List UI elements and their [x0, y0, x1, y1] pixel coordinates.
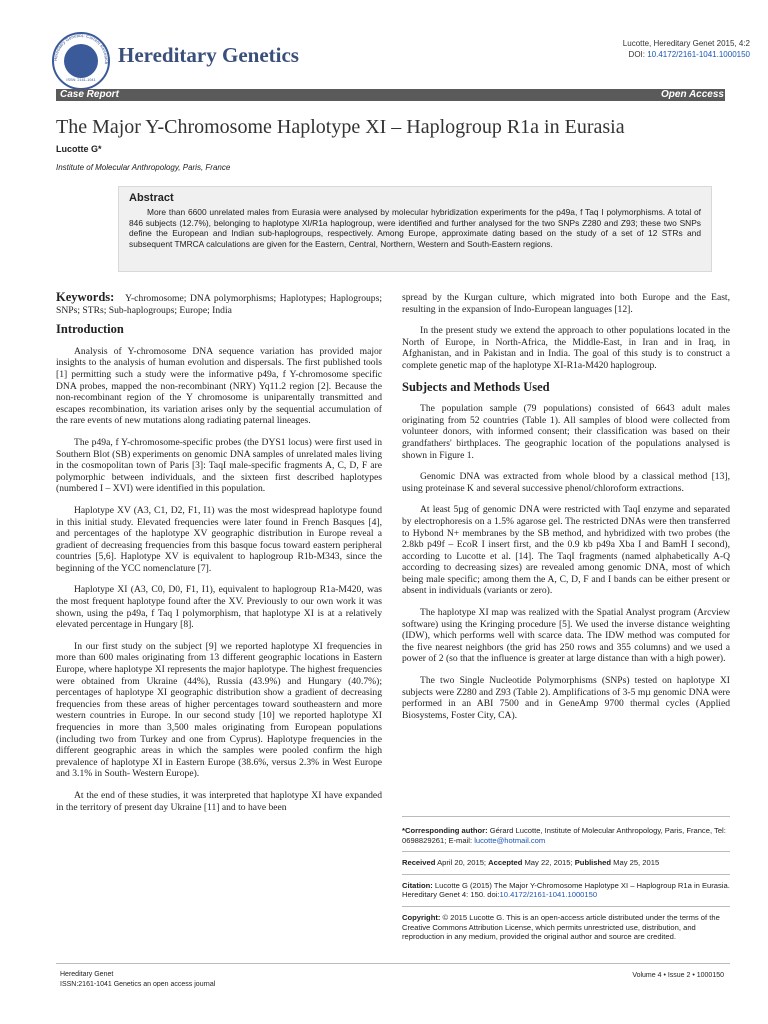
section-bar [56, 89, 725, 101]
abstract-box [118, 186, 712, 272]
citation-note [402, 881, 730, 900]
published-date: May 25, 2015 [613, 858, 660, 868]
methods-p2: Genomic DNA was extracted from whole blood by a classical method [13], using proteinase K and several successive phenol/chloroform extractions. [402, 471, 730, 494]
logo-ring-text [50, 30, 112, 92]
intro-p6: At the end of these studies, it was interpreted that haplotype XI have expanded in the territory of present day Ukraine [11] and to have been [56, 789, 382, 813]
intro-p1: Analysis of Y-chromosome DNA sequence variation has provided major insights to the analysis of human evolution and dispersals. The first published tools [1] permitting such a study were the informative p49a, f Y-chromosome specific DNA probes, mapped the non-recombinant (NRY) Yq11.2 region [2]. Because the non-recombinant region of the Y chromosome is uniparentally transmitted and escapes recombination, its variation arises only by the sequential accumulation of the rare events of new mutations along radiating paternal lineages. [56, 345, 382, 427]
open-access-label: Open Access [661, 89, 724, 100]
footer-volume: Volume 4 • Issue 2 • 1000150 [632, 972, 724, 979]
notes-rule-1 [402, 851, 730, 852]
footer-journal: Hereditary Genet [60, 971, 114, 978]
column-right [402, 292, 730, 731]
header-citation [623, 38, 750, 60]
abstract-heading: Abstract [129, 192, 174, 204]
email-link[interactable]: lucotte@hotmail.com [474, 835, 546, 845]
dates [402, 858, 730, 868]
keywords [56, 292, 382, 316]
svg-text:Hereditary Genetics: Current R: Hereditary Genetics: Current Research [52, 32, 110, 65]
methods-p1: The population sample (79 populations) consisted of 6643 adult males originating from 52 countries (Table 1). All samples of blood were collected from volunteer donors, with informed consent; their classification was based on their grandfathers' birthplaces. The geographic location of the populations analysed is shown in Figure 1. [402, 403, 730, 461]
corr-label: *Corresponding author: [402, 826, 488, 835]
doi-label: DOI: [628, 50, 645, 59]
received-date: April 20, 2015; [437, 858, 487, 868]
copyright [402, 913, 730, 942]
copyright-label: Copyright: [402, 912, 441, 922]
methods-p4: The haplotype XI map was realized with the Spatial Analyst program (Arcview software) using the Kringing procedure [5]. We used the inverse distance weighting (IDW), which performs well with scarce data. The IDW method was computed for the five nearest neighbors (the grid has 250 rows and 355 columns) and we used a power of 2 (so that the influence is greater at large distance than with a high power). [402, 607, 730, 665]
col2-p2: In the present study we extend the approach to other populations located in the North of Europe, in North-Africa, the Middle-East, in Iran and in Iraq, in Afghanistan, and in Pakistan and in India. The goal of this study is to construct a complete genetic map of the haplotype XI-R1a-M420 haplogroup. [402, 325, 730, 371]
keywords-text: Y-chromosome; DNA polymorphisms; Haplotypes; Haplogroups; SNPs; STRs; Sub-haplogroups; Europe; India [56, 293, 382, 316]
notes-divider [402, 816, 730, 817]
citation-text: Lucotte, Hereditary Genet 2015, 4:2 [622, 39, 750, 48]
article-type: Case Report [60, 89, 119, 100]
abstract-text: More than 6600 unrelated males from Eurasia were analysed by molecular hybridization experiments for the p49a, f Taq I polymorphisms. A total of 846 subjects (12.7%), belonging to haplotype XI/R1a haplogroup, were identified and further analysed for the two SNPs Z280 and Z93; these two SNPs define the European and Indian sub-haplogroups, respectively. Among Europe, approximate dating based on the study of a set of 12 STRs and subsequent TMRCA calculations are given for the Eastern, Central, Northern, Western and South-Eastern regions. [129, 207, 701, 249]
affiliation: Institute of Molecular Anthropology, Paris, France [56, 163, 231, 172]
notes-rule-3 [402, 906, 730, 907]
footer-divider [56, 963, 730, 964]
methods-p3: At least 5µg of genomic DNA were restricted with TaqI enzyme and separated by electrophoresis on a 1.5% agarose gel. The restricted DNAs were then transferred to Hybond N+ membranes by the SB method, and hybridized with two probes (the 2.8kb p49f – EcoR I insert first, and the 0.9 kb p49a Xba I and BamH I second), according to Lucotte et al. [14]. The TaqI fragments (named alphabetically A-Q according to decreasing sizes) are revealed among genomic DNA, most of which being male specific; among them the A, C, D, F and I bands can be either present or absent in individuals (variants or zero). [402, 504, 730, 597]
intro-p4: Haplotype XI (A3, C0, D0, F1, I1), equivalent to haplogroup R1a-M420, was the most frequent haplotype found after the XV. Previously to our own work it was shown, using the p49a, f Taq I polymorphism, that haplotype XI is at a relatively elevated percentage in Hungary [8]. [56, 584, 382, 631]
citation-label: Citation: [402, 880, 433, 890]
accepted-label: Accepted [488, 858, 523, 868]
corr-text: Gérard Lucotte, Institute of Molecular Anthropology, Paris, France, Tel: 0698829261; E-mail: [402, 826, 726, 845]
keywords-label: Keywords: [56, 290, 115, 304]
copyright-text: © 2015 Lucotte G. This is an open-access article distributed under the terms of the Creative Commons Attribution License, which permits unrestricted use, distribution, and reproduction in any medium, provided the original author and source are credited. [402, 912, 720, 942]
article-notes [402, 826, 730, 948]
received-label: Received [402, 858, 436, 868]
notes-rule-2 [402, 874, 730, 875]
footer-issn: ISSN:2161-1041 Genetics an open access journal [60, 981, 216, 988]
article-title: The Major Y-Chromosome Haplotype XI – Haplogroup R1a in Eurasia [56, 116, 625, 138]
intro-heading: Introduction [56, 322, 124, 337]
citation-doi-link[interactable]: 10.4172/2161-1041.1000150 [499, 890, 598, 900]
published-label: Published [574, 858, 612, 868]
footer-left [60, 970, 215, 990]
accepted-date: May 22, 2015; [524, 858, 573, 868]
corresponding-author [402, 826, 730, 845]
author: Lucotte G* [56, 144, 102, 154]
journal-name: Hereditary Genetics [118, 43, 299, 67]
logo-issn: ISSN: 2161-1041 [66, 78, 96, 82]
doi-link[interactable]: 10.4172/2161-1041.1000150 [647, 50, 750, 59]
column-left [56, 292, 382, 823]
methods-p5: The two Single Nucleotide Polymorphisms (SNPs) tested on haplotype XI subjects were Z280 and Z93 (Table 2). Amplifications of 3-5 mµ genomic DNA were performed in an ABI 7500 and in GeneAmp 9700 thermal cycles (Applied Biosystems, Foster City, CA). [402, 675, 730, 721]
intro-p3: Haplotype XV (A3, C1, D2, F1, I1) was the most widespread haplotype found in this initial study. Elevated frequencies were later found in French Basques [4], and percentages of the haplotype XV geographic distribution in Europe reveal a gradient of decreasing frequencies from this basque focus toward eastern peripheral countries [5,6]. Haplotype XV is equivalent to haplogroup R1b-M343, since the beginning of the YCC nomenclature [7]. [56, 504, 382, 574]
intro-p5: In our first study on the subject [9] we reported haplotype XI frequencies in more than 600 males originating from 13 different geographic locations in Eastern Europe, where haplotype XI represents the major haplotype. The highest frequencies were obtained from Ukraine (44%), Russia (43.9%) and Hungary (40.7%); percentages of haplotype XI geographic distribution show a gradient of decreasing frequencies from these areas of higher percentages toward southeastern and more western countries in Europe. In our second study [10] we reported haplotype XI frequencies in more than 3,500 males originating from European populations (including two from Turkey and one from Cyprus). Haplotype frequencies in the different geographic areas in which the samples were pooled confirm the high prevalence of haplotype XI in Eastern Europe (38.6%, versus 2.3% in West Europe and 3.1% in South- Western Europe). [56, 640, 382, 780]
methods-heading: Subjects and Methods Used [402, 379, 550, 394]
intro-p2: The p49a, f Y-chromosome-specific probes (the DYS1 locus) were first used in Southern Blot (SB) experiments on genomic DNA samples of unrelated males living in the cosmopolitan town of Paris [3]: TaqI male-specific fragments A, C, D, F are polymorphic between individuals, and the sixteen first described haplotypes (numbered I – XVI) were identified in this population. [56, 436, 382, 495]
citation-text-body: Lucotte G (2015) The Major Y-Chromosome Haplotype XI – Haplogroup R1a in Eurasia. Hereditary Genet 4: 150. doi: [402, 880, 730, 900]
col2-p1: spread by the Kurgan culture, which migrated into both Europe and the East, resulting in the expansion of Indo-European languages [12]. [402, 292, 730, 315]
